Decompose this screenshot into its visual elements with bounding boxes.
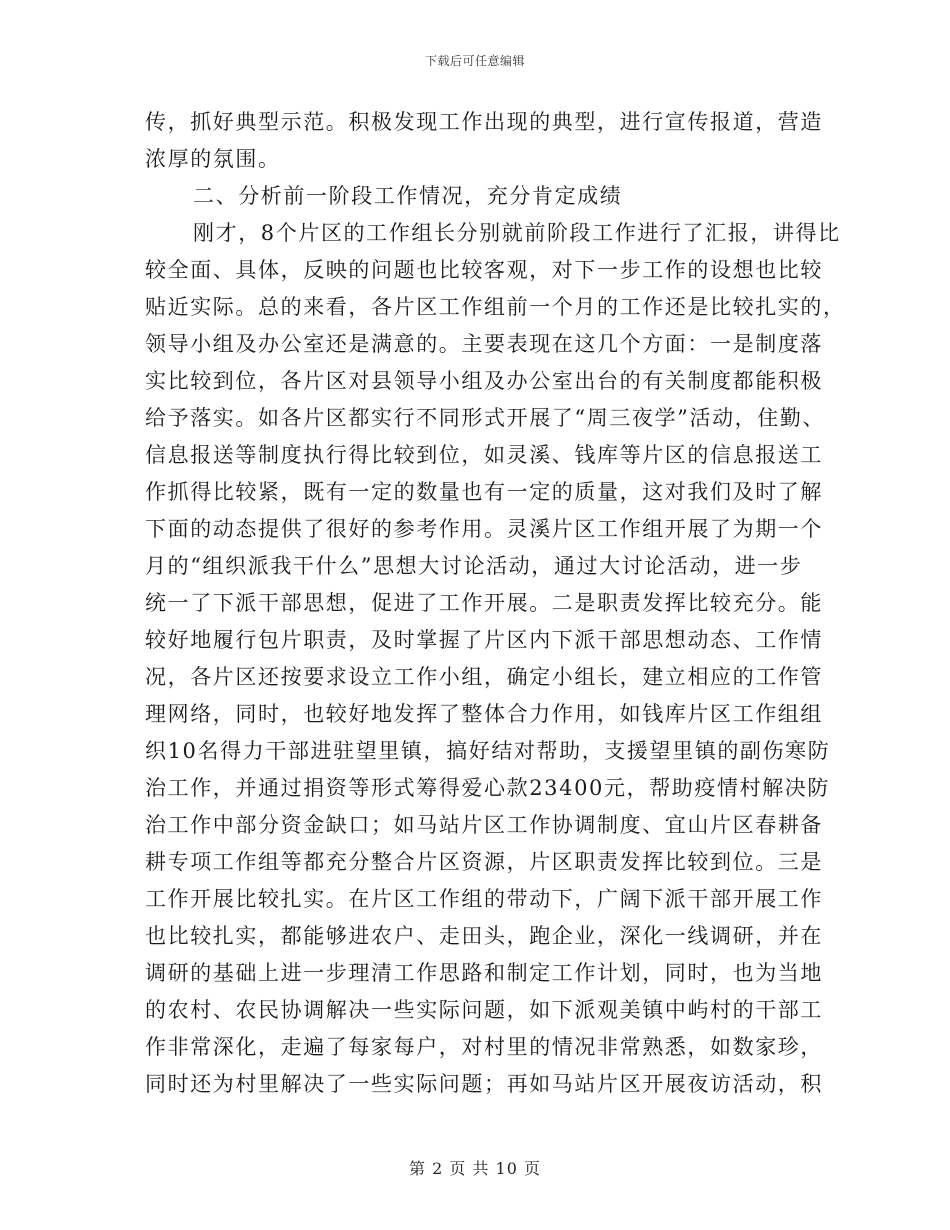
text-line: 较全面、具体，反映的问题也比较客观，对下一步工作的设想也比较: [145, 258, 823, 282]
text-line: 治工作中部分资金缺口；如马站片区工作协调制度、宜山片区春耕备: [145, 813, 823, 837]
text-line: 的农村、农民协调解决一些实际问题，如下派观美镇中屿村的干部工: [145, 998, 823, 1022]
text-line: 月的“组织派我干什么”思想大讨论活动，通过大讨论活动，进一步: [145, 554, 803, 578]
text-line: 实比较到位，各片区对县领导小组及办公室出台的有关制度都能积极: [145, 369, 823, 393]
text-line: 也比较扎实，都能够进农户、走田头，跑企业，深化一线调研，并在: [145, 924, 823, 948]
text-line: 作抓得比较紧，既有一定的数量也有一定的质量，这对我们及时了解: [145, 480, 823, 504]
text-line: 织10名得力干部进驻望里镇，搞好结对帮助，支援望里镇的副伤寒防: [145, 739, 831, 763]
text-line: 统一了下派干部思想，促进了工作开展。二是职责发挥比较充分。能: [145, 591, 823, 615]
section-heading: 二、分析前一阶段工作情况，充分肯定成绩: [193, 184, 623, 208]
text-line: 耕专项工作组等都充分整合片区资源，片区职责发挥比较到位。三是: [145, 850, 823, 874]
text-line: 较好地履行包片职责，及时掌握了片区内下派干部思想动态、工作情: [145, 628, 823, 652]
text-line: 刚才，8个片区的工作组长分别就前阶段工作进行了汇报，讲得比: [193, 221, 841, 245]
text-line: 贴近实际。总的来看，各片区工作组前一个月的工作还是比较扎实的，: [145, 295, 846, 319]
page-number-footer: 第 2 页 共 10 页: [409, 1159, 541, 1178]
document-body: [145, 104, 846, 1103]
text-line: 浓厚的氛围。: [145, 147, 281, 171]
text-line: 况，各片区还按要求设立工作小组，确定小组长，建立相应的工作管: [145, 665, 823, 689]
text-line: 治工作，并通过捐资等形式筹得爱心款23400元，帮助疫情村解决防: [145, 776, 831, 800]
text-line: 下面的动态提供了很好的参考作用。灵溪片区工作组开展了为期一个: [145, 517, 823, 541]
text-line: 调研的基础上进一步理清工作思路和制定工作计划，同时，也为当地: [145, 961, 823, 985]
text-line: 作非常深化，走遍了每家每户，对村里的情况非常熟悉，如数家珍，: [145, 1035, 823, 1059]
text-line: 给予落实。如各片区都实行不同形式开展了“周三夜学”活动，住勤、: [145, 406, 826, 430]
text-line: 理网络，同时，也较好地发挥了整体合力作用，如钱库片区工作组组: [145, 702, 823, 726]
text-line: 传，抓好典型示范。积极发现工作出现的典型，进行宣传报道，营造: [145, 110, 823, 134]
text-line: 工作开展比较扎实。在片区工作组的带动下，广阔下派干部开展工作: [145, 887, 823, 911]
page-header: 下载后可任意编辑: [424, 54, 525, 68]
text-line: 同时还为村里解决了一些实际问题；再如马站片区开展夜访活动，积: [145, 1072, 823, 1096]
text-line: 信息报送等制度执行得比较到位，如灵溪、钱库等片区的信息报送工: [145, 443, 823, 467]
text-line: 领导小组及办公室还是满意的。主要表现在这几个方面：一是制度落: [145, 332, 823, 356]
